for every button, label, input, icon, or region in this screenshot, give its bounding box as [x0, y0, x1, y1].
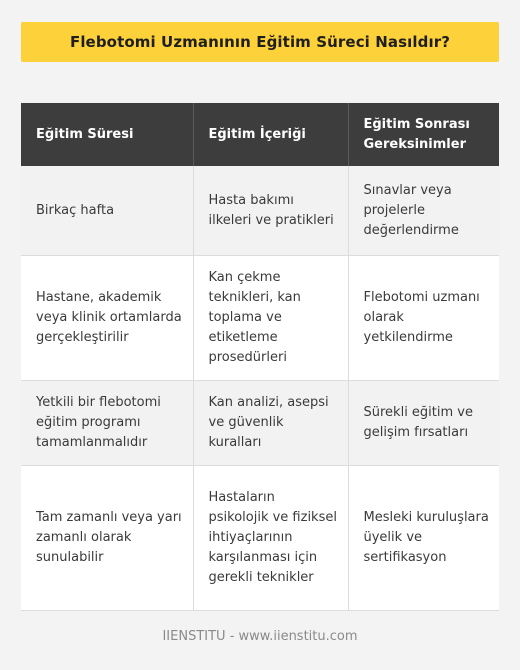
table-row [21, 166, 499, 256]
table-row [21, 466, 499, 611]
education-table [21, 103, 499, 611]
table-cell: Hastane, akademik veya klinik ortamlarda gerçekleştirilir [21, 256, 193, 381]
table-row [21, 381, 499, 466]
table-cell: Sınavlar veya projelerle değerlendirme [348, 166, 499, 256]
column-header-content: Eğitim İçeriği [193, 103, 348, 166]
table-cell: Sürekli eğitim ve gelişim fırsatları [348, 381, 499, 466]
table-cell: Tam zamanlı veya yarı zamanlı olarak sunulabilir [21, 466, 193, 611]
table-cell: Yetkili bir flebotomi eğitim programı tamamlanmalıdır [21, 381, 193, 466]
table-cell: Flebotomi uzmanı olarak yetkilendirme [348, 256, 499, 381]
column-header-requirements: Eğitim Sonrası Gereksinimler [348, 103, 499, 166]
table-header-row [21, 103, 499, 166]
column-header-duration: Eğitim Süresi [21, 103, 193, 166]
table-cell: Mesleki kuruluşlara üyelik ve sertifikasyon [348, 466, 499, 611]
table-cell: Hasta bakımı ilkeleri ve pratikleri [193, 166, 348, 256]
table-cell: Birkaç hafta [21, 166, 193, 256]
table-cell: Hastaların psikolojik ve fiziksel ihtiyaçlarının karşılanması için gerekli teknikler [193, 466, 348, 611]
footer-credit: IIENSTITU - www.iienstitu.com [162, 629, 358, 644]
title-banner [21, 22, 499, 62]
table-row [21, 256, 499, 381]
table-cell: Kan analizi, asepsi ve güvenlik kuralları [193, 381, 348, 466]
page-title: Flebotomi Uzmanının Eğitim Süreci Nasıldır? [69, 33, 451, 51]
table-cell: Kan çekme teknikleri, kan toplama ve etiketleme prosedürleri [193, 256, 348, 381]
